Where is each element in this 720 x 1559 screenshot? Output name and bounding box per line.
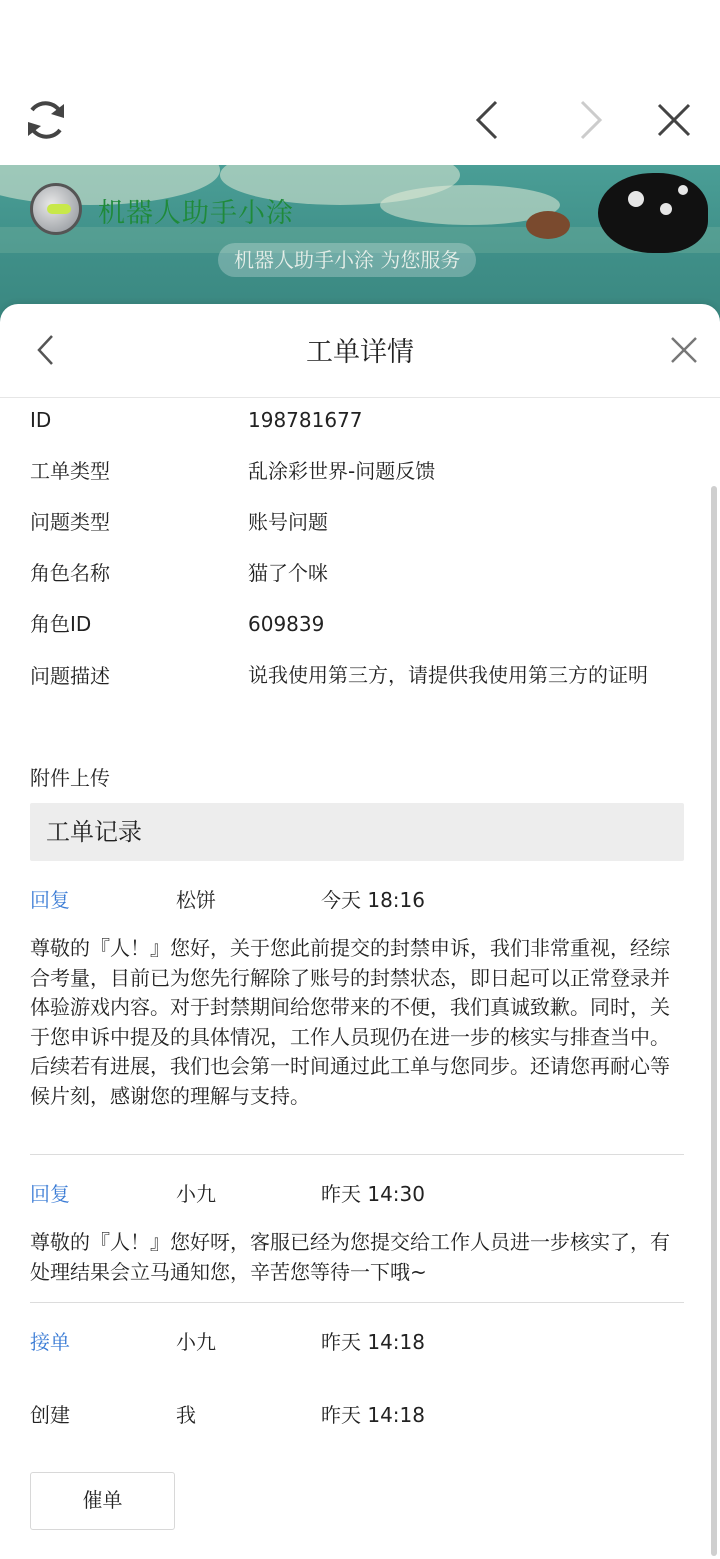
record-author: 松饼 [176, 888, 216, 912]
detail-value: 乱涂彩世界-问题反馈 [248, 459, 436, 483]
mascot-illustration [598, 173, 708, 253]
banner-title: 机器人助手小涂 [98, 198, 294, 229]
assistant-banner [0, 165, 720, 325]
close-icon[interactable] [646, 94, 702, 146]
detail-value: 账号问题 [248, 510, 328, 534]
banner-subtitle: 机器人助手小涂 为您服务 [218, 243, 476, 277]
record-item [30, 1178, 684, 1287]
ticket-detail-sheet [0, 304, 720, 1559]
scrollbar[interactable] [711, 486, 717, 1556]
sheet-header [0, 304, 720, 398]
detail-value: 198781677 [248, 408, 363, 432]
forward-icon[interactable] [562, 94, 618, 146]
back-icon[interactable] [460, 94, 516, 146]
detail-label: ID [30, 408, 52, 432]
record-item [30, 1399, 684, 1429]
urge-button[interactable]: 催单 [30, 1472, 175, 1530]
record-content: 尊敬的『人！』您好呀，客服已经为您提交给工作人员进一步核实了，有处理结果会立马通知您，辛苦您等待一下哦~ [30, 1230, 670, 1284]
record-time: 昨天 14:18 [321, 1403, 425, 1427]
record-author: 小九 [176, 1330, 216, 1354]
detail-value: 609839 [248, 612, 325, 636]
detail-label: 问题类型 [30, 510, 110, 534]
record-author: 我 [176, 1403, 196, 1427]
record-content: 尊敬的『人！』您好，关于您此前提交的封禁申诉，我们非常重视，经综合考量，目前已为您先行解除了账号的封禁状态，即日起可以正常登录并体验游戏内容。对于封禁期间给您带来的不便，我们真诚致歉。同时，关于您申诉中提及的具体情况，工作人员现仍在进一步的核实与排查当中。后续若有进展，我们也会第一时间通过此工单与您同步。还请您再耐心等候片刻，感谢您的理解与支持。 [30, 936, 670, 1108]
detail-label: 工单类型 [30, 459, 110, 483]
detail-label: 角色名称 [30, 561, 110, 585]
record-action-create: 创建 [30, 1403, 70, 1427]
record-action-accept[interactable]: 接单 [30, 1330, 70, 1354]
detail-value: 猫了个咪 [248, 561, 328, 585]
detail-value: 说我使用第三方，请提供我使用第三方的证明 [248, 663, 648, 687]
record-author: 小九 [176, 1182, 216, 1206]
record-time: 昨天 14:30 [321, 1182, 425, 1206]
detail-label: 角色ID [30, 612, 92, 636]
record-item [30, 1326, 684, 1356]
record-action-reply[interactable]: 回复 [30, 888, 70, 912]
detail-label: 附件上传 [30, 766, 110, 790]
record-action-reply[interactable]: 回复 [30, 1182, 70, 1206]
records-section-header: 工单记录 [30, 803, 684, 861]
close-icon[interactable] [664, 328, 704, 372]
detail-label: 问题描述 [30, 664, 110, 688]
record-time: 今天 18:16 [321, 888, 425, 912]
browser-toolbar [0, 0, 720, 165]
record-item [30, 884, 684, 1111]
sheet-title: 工单详情 [306, 337, 414, 368]
refresh-icon[interactable] [18, 94, 74, 146]
divider [30, 1154, 684, 1155]
raccoon-illustration [526, 211, 570, 239]
robot-avatar [30, 183, 82, 235]
record-time: 昨天 14:18 [321, 1330, 425, 1354]
divider [30, 1302, 684, 1303]
